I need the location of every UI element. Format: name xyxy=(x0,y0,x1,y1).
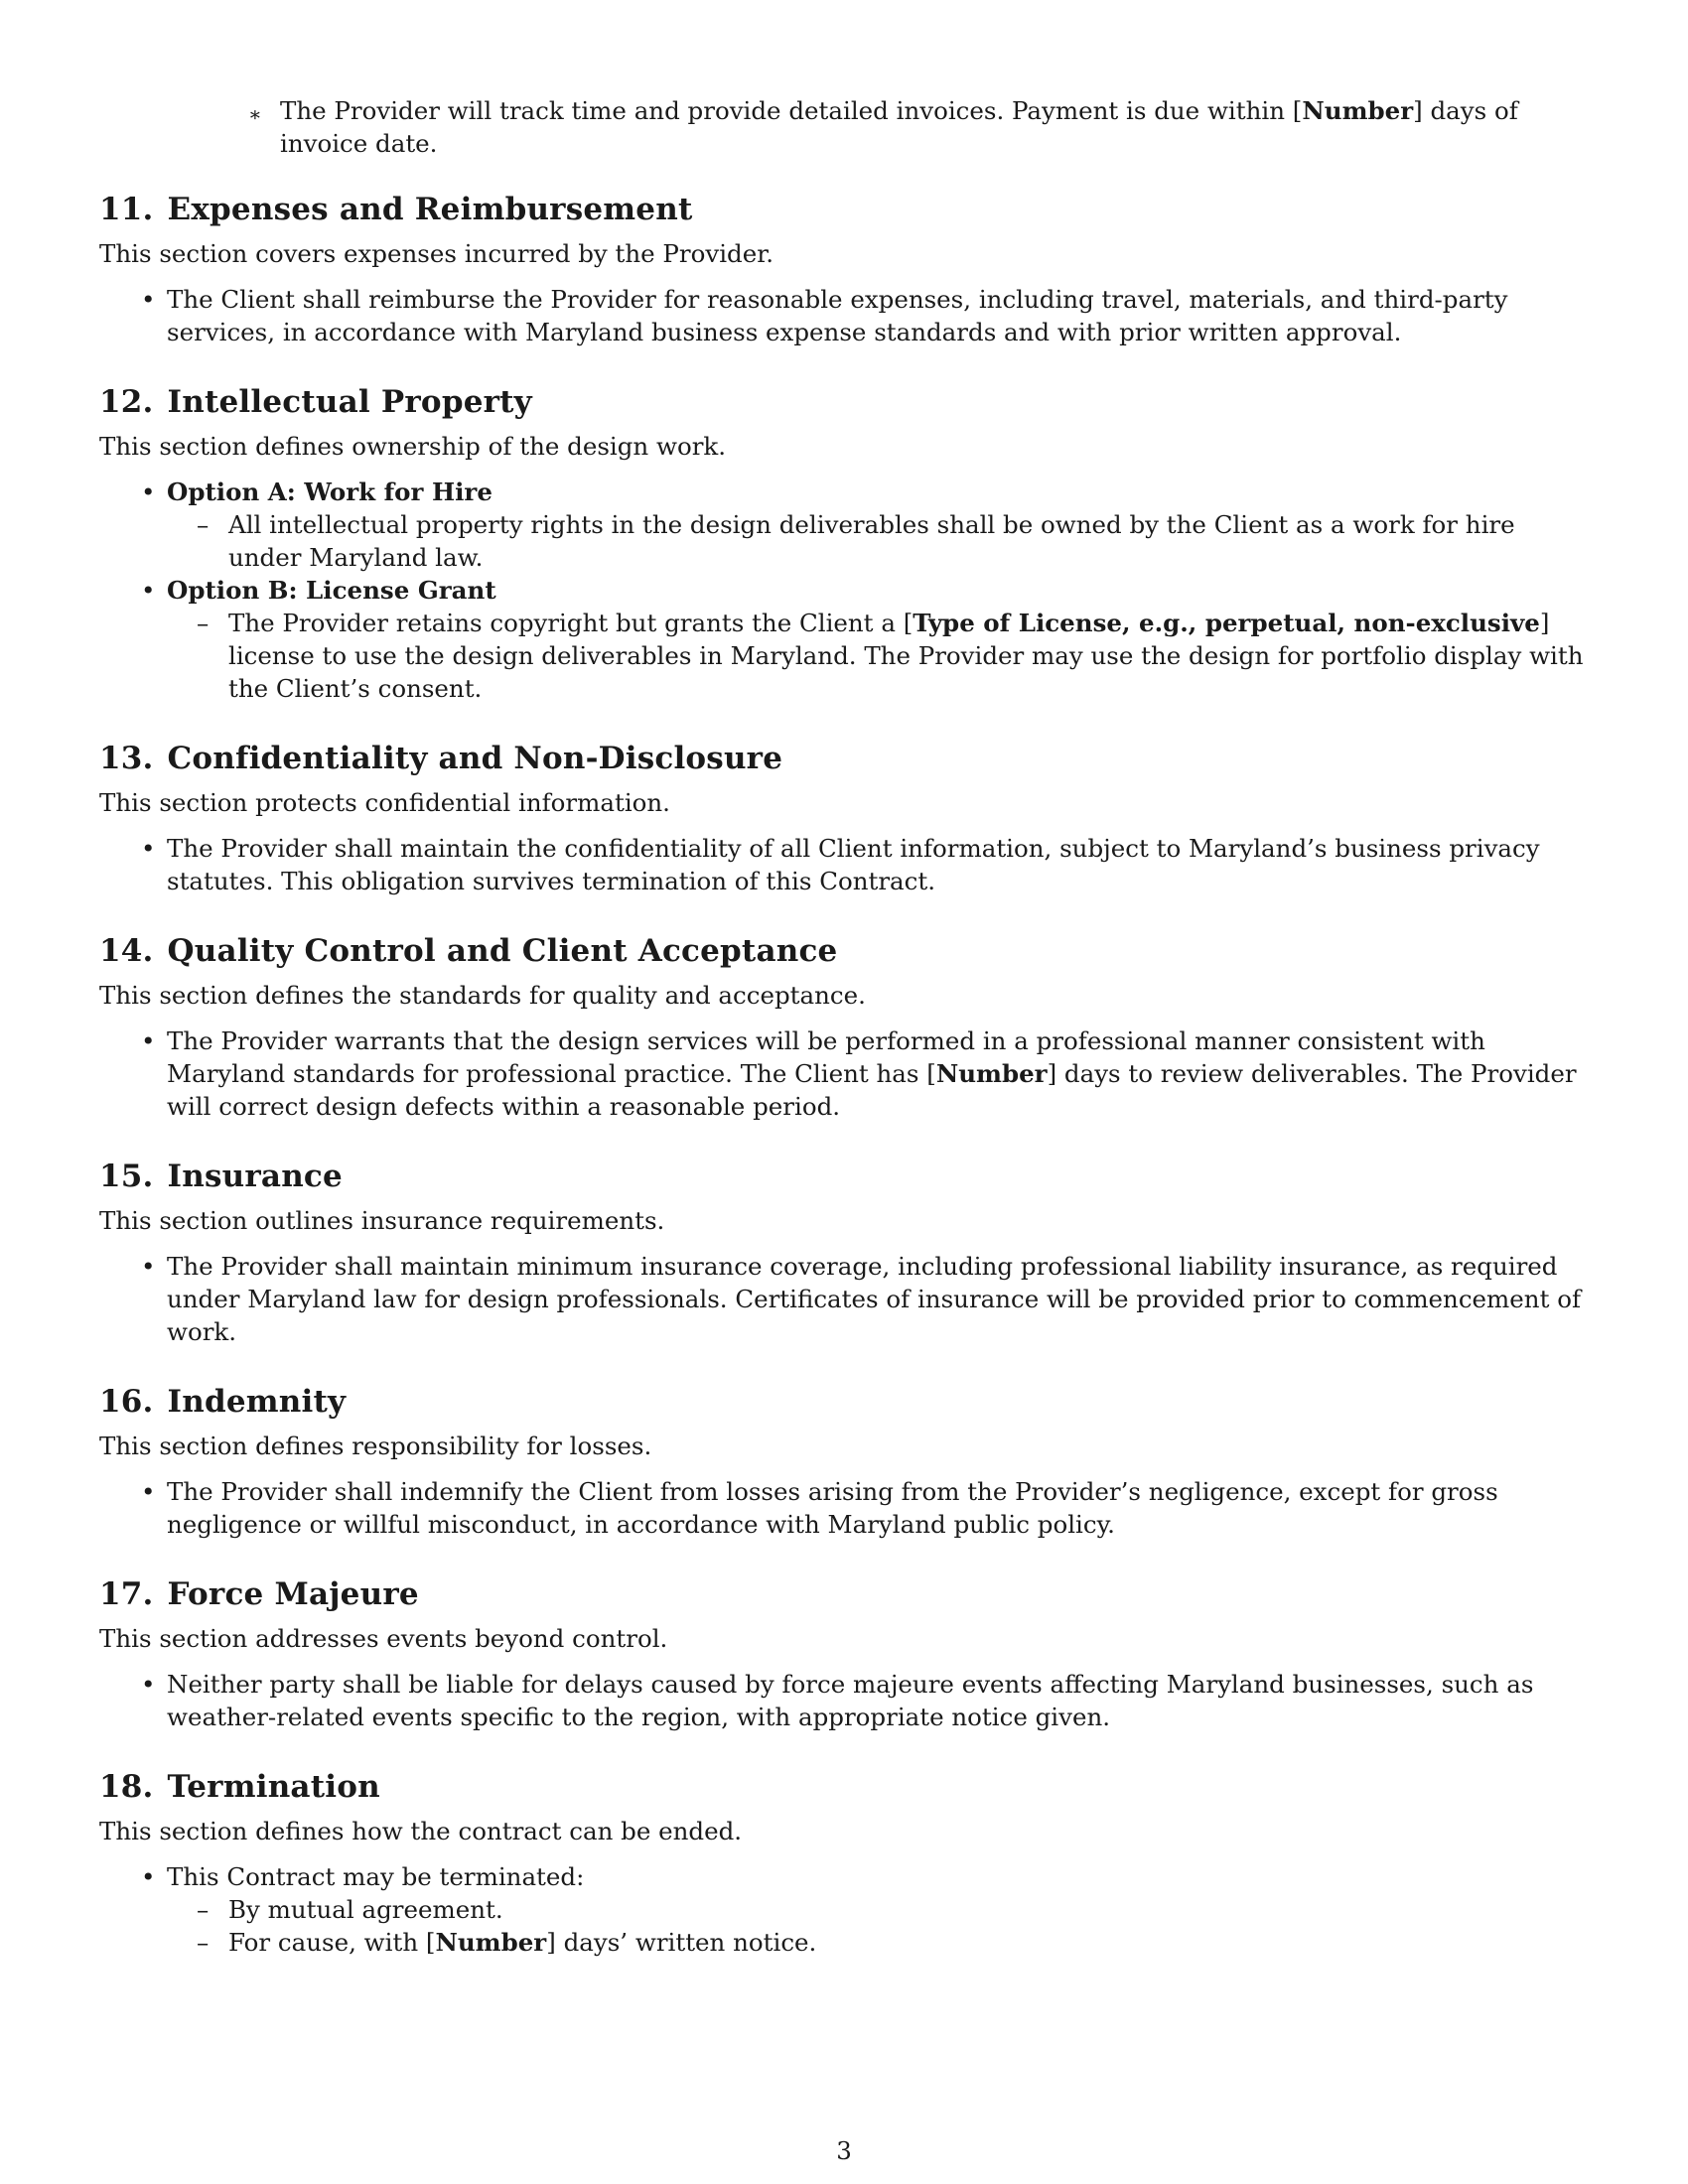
bullet-icon: • xyxy=(141,1252,156,1281)
section-11 xyxy=(99,190,1591,348)
list-item: • This Contract may be terminated: – By mutual agreement. – For cause, with [Number] days’ written notice. xyxy=(99,1860,1591,1959)
section-heading: 17. Force Majeure xyxy=(99,1576,419,1612)
bullet-icon: • xyxy=(141,834,156,863)
section-14 xyxy=(99,931,1591,1123)
section-intro: This section outlines insurance requirements. xyxy=(99,1206,665,1235)
bullet-list xyxy=(99,1860,1591,1959)
sub-list-item: – By mutual agreement. xyxy=(197,1895,503,1924)
section-17 xyxy=(99,1574,1591,1733)
list-item: • The Provider shall maintain minimum insurance coverage, including professional liability insurance, as required under Maryland law for design professionals. Certificates of insurance will be provided prior to commencement of work. xyxy=(141,1252,1582,1346)
document-page xyxy=(99,94,1591,1959)
dash-icon: – xyxy=(197,609,210,637)
bullet-list xyxy=(99,1475,1591,1541)
page-number: 3 xyxy=(836,2136,852,2165)
bullet-icon: • xyxy=(141,1862,156,1891)
section-intro: This section covers expenses incurred by the Provider. xyxy=(99,239,774,268)
bullet-icon: • xyxy=(141,1026,156,1055)
dash-icon: – xyxy=(197,1895,210,1924)
list-item: • The Provider shall maintain the confidentiality of all Client information, subject to Maryland’s business privacy statutes. This obligation survives termination of this Contract. xyxy=(141,834,1540,895)
section-intro: This section defines responsibility for losses. xyxy=(99,1432,652,1460)
section-18 xyxy=(99,1767,1591,1959)
asterisk-bullet-icon: ∗ xyxy=(248,102,262,126)
bullet-list xyxy=(99,1668,1591,1733)
carryover-item: ∗ The Provider will track time and provide detailed invoices. Payment is due within [Number] days of invoice date. xyxy=(248,96,1518,158)
sub-list-item: – For cause, with [Number] days’ written notice. xyxy=(197,1928,817,1957)
bullet-icon: • xyxy=(141,1670,156,1699)
list-item-option-a: • Option A: Work for Hire – All intellectual property rights in the design deliverables shall be owned by the Client as a work for hire under Maryland law. xyxy=(99,476,1591,574)
section-heading: 15. Insurance xyxy=(99,1159,343,1194)
section-12 xyxy=(99,382,1591,705)
section-heading: 16. Indemnity xyxy=(99,1384,347,1420)
bullet-list xyxy=(99,476,1591,705)
section-intro: This section defines ownership of the design work. xyxy=(99,432,727,461)
section-intro: This section protects confidential information. xyxy=(99,788,670,817)
bullet-list xyxy=(99,1250,1591,1348)
sub-list xyxy=(167,508,1591,574)
sub-list-item: – The Provider retains copyright but grants the Client a [Type of License, e.g., perpetual, non-exclusive] license to use the design deliverables in Maryland. The Provider may use the design for portfolio display with the Client’s consent. xyxy=(197,609,1584,703)
list-item: • Neither party shall be liable for delays caused by force majeure events affecting Maryland businesses, such as weather-related events specific to the region, with appropriate notice given. xyxy=(141,1670,1534,1731)
bullet-icon: • xyxy=(141,478,156,506)
bullet-icon: • xyxy=(141,1477,156,1506)
bullet-icon: • xyxy=(141,285,156,314)
bullet-list xyxy=(99,832,1591,897)
section-13 xyxy=(99,739,1591,897)
sub-list-item: – All intellectual property rights in the design deliverables shall be owned by the Client as a work for hire under Maryland law. xyxy=(197,510,1515,572)
section-intro: This section defines how the contract can be ended. xyxy=(99,1817,743,1845)
section-heading: 11. Expenses and Reimbursement xyxy=(99,192,693,227)
section-15 xyxy=(99,1157,1591,1348)
section-heading: 18. Termination xyxy=(99,1769,380,1805)
dash-icon: – xyxy=(197,1928,210,1957)
sub-list xyxy=(167,607,1591,705)
sub-list xyxy=(167,1893,1591,1959)
bullet-list xyxy=(99,283,1591,348)
section-heading: 14. Quality Control and Client Acceptance xyxy=(99,933,838,969)
list-item: • The Provider shall indemnify the Client from losses arising from the Provider’s negligence, except for gross negligence or willful misconduct, in accordance with Maryland public policy. xyxy=(141,1477,1498,1539)
section-heading: 12. Intellectual Property xyxy=(99,384,532,420)
dash-icon: – xyxy=(197,510,210,539)
section-heading: 13. Confidentiality and Non-Disclosure xyxy=(99,741,783,776)
section-16 xyxy=(99,1382,1591,1541)
list-item: • The Provider warrants that the design services will be performed in a professional manner consistent with Maryland standards for professional practice. The Client has [Number] days to review deliverables. The Provider will correct design defects within a reasonable period. xyxy=(141,1026,1577,1121)
bullet-icon: • xyxy=(141,576,156,605)
section-intro: This section defines the standards for quality and acceptance. xyxy=(99,981,866,1010)
list-item: • The Client shall reimburse the Provider for reasonable expenses, including travel, materials, and third-party services, in accordance with Maryland business expense standards and with prior written approval. xyxy=(141,285,1508,346)
bullet-list xyxy=(99,1024,1591,1123)
section-intro: This section addresses events beyond control. xyxy=(99,1624,668,1653)
list-item-option-b: • Option B: License Grant – The Provider retains copyright but grants the Client a [Type of License, e.g., perpetual, non-exclusive] license to use the design deliverables in Maryland. The Provider may use the design for portfolio display with the Client’s consent. xyxy=(99,574,1591,705)
